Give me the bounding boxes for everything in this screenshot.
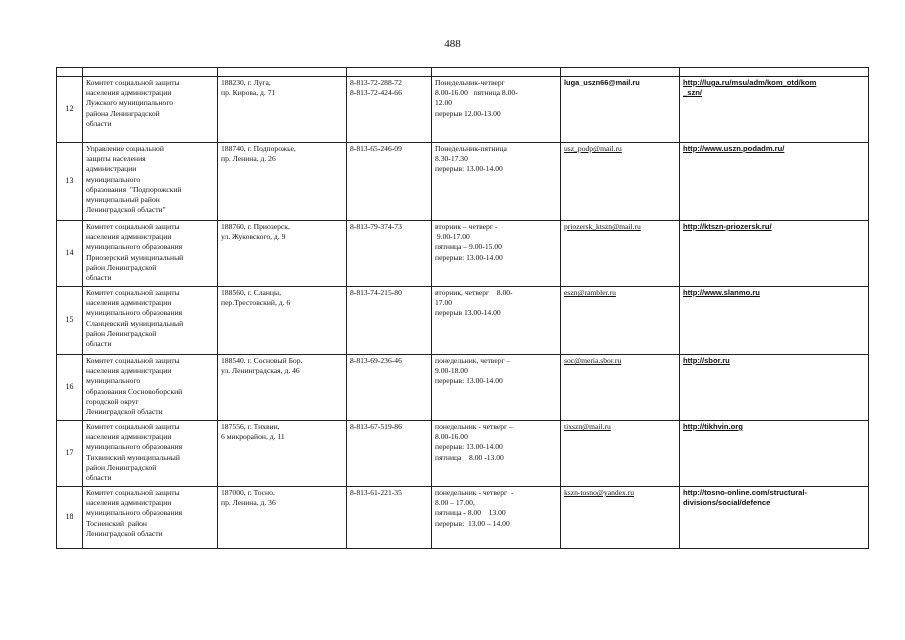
address-line: ул. Ленинградская, д. 46 — [221, 366, 300, 376]
org-name-line: район Ленинградской — [86, 262, 157, 272]
org-name-line: Комитет социальной защиты — [86, 422, 180, 431]
address-line: 187000, г. Тосно. — [221, 488, 275, 497]
table-row — [57, 287, 869, 355]
address — [218, 355, 347, 421]
org-name-line: район Ленинградской — [86, 462, 157, 472]
org-name — [83, 287, 218, 355]
org-name-line: Ленинградской области — [86, 528, 163, 538]
email-cell — [561, 287, 680, 355]
org-name-line: образования Сосновоборский — [86, 386, 183, 396]
address — [218, 287, 347, 355]
org-name-line: Комитет социальной защиты — [86, 222, 180, 231]
org-name-line: Ленинградской области — [86, 407, 163, 417]
org-name-line: Тосненский район — [86, 518, 147, 528]
org-name-line: Комитет социальной защиты — [86, 288, 180, 297]
address-line: 188760, г. Приозерск, — [221, 222, 290, 231]
working-hours-line: Понедельник-четверг — [435, 78, 505, 87]
row-number: 17 — [57, 421, 83, 487]
phones-line: 8-813-72-288-72 — [350, 78, 402, 87]
table-row — [57, 143, 869, 221]
working-hours-line: вторник, четверг 8.00- — [435, 288, 513, 297]
address-line: пр. Ленина, д. 36 — [221, 498, 276, 508]
working-hours-line: 8.00 – 17.00, — [435, 498, 475, 508]
header-cell — [561, 68, 680, 77]
org-name-line: области — [86, 273, 112, 283]
website-cell — [680, 77, 869, 143]
working-hours-line: 9.00-18.00 — [435, 366, 468, 376]
org-name-line: населения администрации — [86, 498, 172, 508]
org-name-line: населения администрации — [86, 232, 172, 242]
working-hours-line: понедельник - четверг - — [435, 488, 514, 497]
row-number: 14 — [57, 221, 83, 287]
working-hours — [432, 487, 561, 549]
header-cell — [218, 68, 347, 77]
working-hours — [432, 355, 561, 421]
org-name-line: муниципального образования — [86, 442, 183, 452]
org-name — [83, 487, 218, 549]
website-link[interactable]: http://ktszn-priozersk.ru/ — [683, 222, 772, 231]
working-hours-line: перерыв: 13.00-14.00 — [435, 442, 503, 452]
phones-line: 8-813-74-215-80 — [350, 288, 402, 297]
working-hours — [432, 287, 561, 355]
org-name-line: муниципального образования — [86, 308, 183, 318]
email-link[interactable]: tixszn@mail.ru — [564, 422, 611, 431]
org-name-line: Комитет социальной защиты — [86, 488, 180, 497]
website-link[interactable]: http://www.slanmo.ru — [683, 288, 760, 297]
address-line: 188560, г. Сланцы, — [221, 288, 281, 297]
working-hours-line: 8.30-17.30 — [435, 154, 468, 164]
org-name-line: Комитет социальной защиты — [86, 356, 180, 365]
working-hours-line: Понедельник-пятница — [435, 144, 507, 153]
email-cell — [561, 355, 680, 421]
website-link[interactable]: http://luga.ru/msu/adm/kom_otd/kom — [683, 78, 817, 87]
working-hours-line: 8.00-16.00 — [435, 432, 468, 442]
org-name-line: Комитет социальной защиты — [86, 78, 180, 87]
address-line: пр. Ленина, д. 26 — [221, 154, 276, 164]
working-hours-line: перерыв: 13.00 – 14.00 — [435, 518, 510, 528]
working-hours-line: перерыв: 13.00-14.00 — [435, 164, 503, 174]
org-name-line: муниципального — [86, 376, 141, 386]
table-row — [57, 421, 869, 487]
working-hours — [432, 421, 561, 487]
phones — [347, 77, 432, 143]
org-name-line: городской округ — [86, 396, 139, 406]
working-hours-line: понедельник - четверг – — [435, 422, 513, 431]
working-hours-line: перерыв: 13.00-14.00 — [435, 376, 503, 386]
phones — [347, 355, 432, 421]
address-line: 187556, г. Тихвин, — [221, 422, 280, 431]
phones-line: 8-813-67-519-86 — [350, 422, 402, 431]
email-cell — [561, 77, 680, 143]
row-number: 16 — [57, 355, 83, 421]
header-cell — [83, 68, 218, 77]
working-hours-line: вторник – четверг - — [435, 222, 498, 231]
website-link[interactable]: http://sbor.ru — [683, 356, 730, 365]
org-name-line: район Ленинградской — [86, 328, 157, 338]
address-line: 188740, г. Подпорожье, — [221, 144, 296, 153]
org-name — [83, 143, 218, 221]
working-hours-line: 9.00-17.00 — [435, 232, 470, 242]
phones — [347, 287, 432, 355]
email-link[interactable]: usz_podp@mail.ru — [564, 144, 622, 153]
working-hours-line: 17.00 — [435, 298, 453, 308]
phones-line: 8-813-65-246-09 — [350, 144, 402, 153]
address-line: 6 микрорайон, д. 11 — [221, 432, 285, 442]
phones — [347, 487, 432, 549]
website-cell — [680, 355, 869, 421]
org-name-line: области — [86, 339, 112, 349]
org-name-line: населения администрации — [86, 298, 172, 308]
table-row — [57, 77, 869, 143]
row-number: 18 — [57, 487, 83, 549]
website-cell — [680, 221, 869, 287]
org-name-line: администрации — [86, 164, 137, 174]
row-number: 12 — [57, 77, 83, 143]
address — [218, 143, 347, 221]
org-name-line: муниципальный район — [86, 195, 160, 205]
address-line: пер.Трестовский, д. 6 — [221, 298, 291, 308]
address — [218, 421, 347, 487]
working-hours-line: понедельник, четверг – — [435, 356, 511, 365]
phones — [347, 143, 432, 221]
working-hours-line: 8.00-16.00 пятница 8.00- — [435, 88, 518, 98]
website-link[interactable]: http://tikhvin.org — [683, 422, 743, 431]
working-hours-line: 12.00 — [435, 98, 453, 108]
org-name-line: области — [86, 118, 112, 128]
website-link[interactable]: _szn/ — [683, 88, 702, 98]
header-cell — [347, 68, 432, 77]
org-name-line: Сланцевский муниципальный — [86, 318, 184, 328]
address — [218, 221, 347, 287]
org-name-line: Тихвинский муниципальный — [86, 452, 180, 462]
header-cell — [57, 68, 83, 77]
row-number: 15 — [57, 287, 83, 355]
website-cell — [680, 143, 869, 221]
email-cell — [561, 143, 680, 221]
org-name-line: защиты населения — [86, 154, 146, 164]
table-row — [57, 487, 869, 549]
email-link[interactable]: luga_uszn66@mail.ru — [564, 78, 640, 87]
email-cell — [561, 421, 680, 487]
working-hours-line: перерыв: 13.00-14.00 — [435, 252, 503, 262]
page-number: 488 — [444, 38, 461, 50]
org-name-line: района Ленинградской — [86, 108, 160, 118]
org-name-line: Управление социальной — [86, 144, 164, 153]
address-line: 188540. г. Сосновый Бор. — [221, 356, 303, 365]
address-line: 188230, г. Луга, — [221, 78, 271, 87]
header-cell — [680, 68, 869, 77]
phones-line: 8-813-69-236-46 — [350, 356, 402, 365]
email-cell — [561, 487, 680, 549]
working-hours — [432, 143, 561, 221]
address — [218, 487, 347, 549]
email-link[interactable]: soc@meria.sbor.ru — [564, 356, 622, 365]
email-link[interactable]: kszn-tosno@yandex.ru — [564, 488, 635, 497]
website-link[interactable]: http://www.uszn.podadm.ru/ — [683, 144, 785, 153]
working-hours-line: перерыв 13.00-14.00 — [435, 308, 501, 318]
website-cell — [680, 287, 869, 355]
working-hours-line: перерыв 12.00-13.00 — [435, 108, 501, 118]
phones-line: 8-813-61-221-35 — [350, 488, 402, 497]
header-cell — [432, 68, 561, 77]
phones — [347, 421, 432, 487]
org-name-line: населения администрации — [86, 432, 172, 442]
registry-table — [56, 67, 869, 549]
website-link[interactable]: divisions/social/defence — [683, 498, 771, 508]
org-name-line: муниципального — [86, 174, 141, 184]
table-row — [57, 355, 869, 421]
org-name — [83, 221, 218, 287]
address-line: ул. Жуковского, д. 9 — [221, 232, 286, 242]
email-link[interactable]: eszn@rambler.ru — [564, 288, 616, 297]
org-name-line: муниципального образования — [86, 508, 183, 518]
website-cell — [680, 487, 869, 549]
org-name-line: Лужского муниципального — [86, 98, 174, 108]
row-number: 13 — [57, 143, 83, 221]
phones-line: 8-813-72-424-66 — [350, 88, 402, 98]
working-hours — [432, 221, 561, 287]
email-link[interactable]: priozersk_ktszn@mail.ru — [564, 222, 641, 231]
phones-line: 8-813-79-374-73 — [350, 222, 402, 231]
working-hours-line: пятница 8.00 -13.00 — [435, 452, 504, 462]
website-cell — [680, 421, 869, 487]
working-hours-line: пятница - 8.00 13.00 — [435, 508, 506, 518]
email-cell — [561, 221, 680, 287]
website-link[interactable]: http://tosno-online.com/structural- — [683, 488, 808, 497]
org-name — [83, 77, 218, 143]
org-name-line: муниципального образования — [86, 242, 183, 252]
org-name — [83, 421, 218, 487]
org-name — [83, 355, 218, 421]
working-hours — [432, 77, 561, 143]
table-row — [57, 221, 869, 287]
org-name-line: населения администрации — [86, 88, 172, 98]
org-name-line: образования "Подпорожский — [86, 184, 182, 194]
address — [218, 77, 347, 143]
working-hours-line: пятница – 9.00-15.00 — [435, 242, 502, 252]
org-name-line: области — [86, 473, 112, 483]
address-line: пр. Кирова, д. 71 — [221, 88, 276, 98]
org-name-line: Приозерский муниципальный — [86, 252, 184, 262]
org-name-line: населения администрации — [86, 366, 172, 376]
phones — [347, 221, 432, 287]
header-row — [57, 68, 869, 77]
org-name-line: Ленинградской области" — [86, 205, 166, 215]
